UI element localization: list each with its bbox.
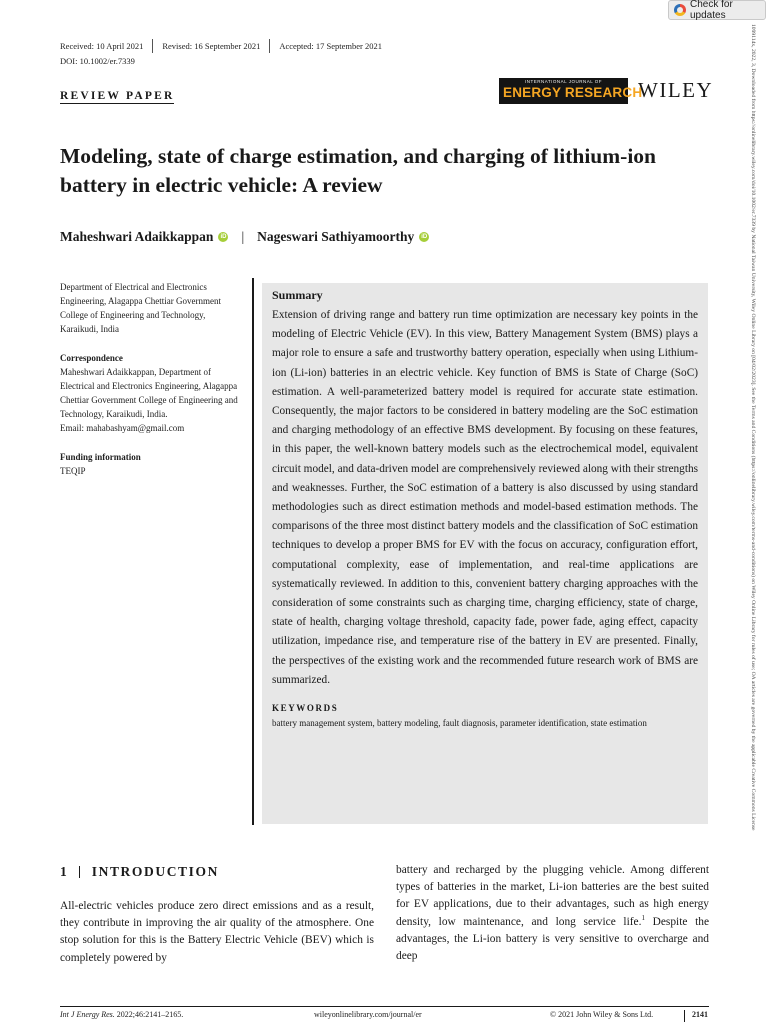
- author-name[interactable]: Maheshwari Adaikkappan: [60, 229, 214, 244]
- correspondence-heading: Correspondence: [60, 353, 123, 363]
- summary-heading: Summary: [272, 288, 323, 302]
- citation-reference[interactable]: 1: [641, 913, 645, 922]
- orcid-icon[interactable]: iD: [421, 234, 428, 240]
- footer-separator: [684, 1010, 685, 1022]
- section-heading: [60, 864, 219, 880]
- check-for-updates-label: Check for updates: [690, 0, 733, 21]
- history-divider: [269, 39, 270, 53]
- orcid-icon[interactable]: iD: [220, 234, 227, 240]
- article-title: Modeling, state of charge estimation, and charging of lithium-ion battery in electric vehicle: A review: [60, 144, 657, 197]
- funding-text: TEQIP: [60, 466, 86, 476]
- article-history: [60, 39, 382, 53]
- doi[interactable]: DOI: 10.1002/er.7339: [60, 56, 135, 66]
- history-divider: [152, 39, 153, 53]
- section-separator: [79, 866, 80, 878]
- section-title: INTRODUCTION: [91, 864, 219, 879]
- affiliation: Department of Electrical and Electronics Engineering, Alagappa Chettiar Government College of Engineering and Technology, Karaikudi, India: [60, 282, 221, 334]
- download-notice: 1099114x, 2022, 3, Downloaded from https://onlinelibrary.wiley.com/doi/10.1002/er.7339 by National Taiwan University, Wiley Online Library on [04/02/2023]. See the Terms and Conditions (https://onlinelibrary.wiley.com/terms-and-conditions) on Wiley Online Library for rules of use; OA articles are governed by the applicable Creative Commons License: [750, 24, 756, 831]
- publisher-logo[interactable]: WILEY: [638, 78, 714, 102]
- body-text: Despite the advantages, the Li-ion battery is very sensitive to overcharge and deep: [396, 915, 710, 963]
- keywords-heading: KEYWORDS: [272, 703, 339, 714]
- article-info-sidebar: [60, 280, 242, 478]
- footer-copyright: © 2021 John Wiley & Sons Ltd.: [550, 1010, 654, 1019]
- author-name[interactable]: Nageswari Sathiyamoorthy: [257, 229, 415, 244]
- footer-journal: Int J Energy Res.: [60, 1010, 115, 1019]
- correspondence-email[interactable]: Email: mahabashyam@gmail.com: [60, 423, 185, 433]
- author-list: [60, 229, 429, 245]
- column-divider: [252, 278, 254, 825]
- received-date: Received: 10 April 2021: [60, 41, 144, 51]
- funding-heading: Funding information: [60, 452, 141, 462]
- keywords-list: battery management system, battery modeling, fault diagnosis, parameter identification, state estimation: [272, 718, 647, 729]
- paper-type-label: REVIEW PAPER: [60, 90, 175, 102]
- journal-logo-name: ENERGY RESEARCH: [503, 85, 643, 100]
- check-for-updates-button[interactable]: [668, 0, 766, 20]
- footer-citation: [60, 1010, 314, 1019]
- download-notice-sidebar: [746, 24, 760, 1014]
- page-footer: [60, 1006, 709, 1022]
- correspondence-text: Maheshwari Adaikkappan, Department of Electrical and Electronics Engineering, Alagappa Chettiar Government College of Engineering and Technology, Karaikudi, India.: [60, 367, 238, 419]
- body-text: battery and recharged by the plugging vehicle. Among different types of batteries in the market, Li-ion batteries are the best suited for EV applications, due to their advantages, such as high energy density, low maintenance, and long service life.: [396, 864, 709, 928]
- footer-url[interactable]: wileyonlinelibrary.com/journal/er: [314, 1010, 422, 1019]
- footer-volume: 2022;46:2141–2165.: [114, 1010, 184, 1019]
- body-column-left: All-electric vehicles produce zero direct emissions and as a result, they contribute in improving the air quality of the atmosphere. One stop solution for this is the Battery Electric Vehicle (BEV) which is completely powered by: [60, 900, 374, 964]
- accepted-date: Accepted: 17 September 2021: [279, 41, 383, 51]
- abstract-box: [262, 283, 708, 824]
- revised-date: Revised: 16 September 2021: [162, 41, 261, 51]
- author-separator: |: [241, 229, 245, 244]
- body-column-right: [396, 862, 709, 965]
- page-number: 2141: [692, 1010, 708, 1019]
- journal-logo-subtitle: INTERNATIONAL JOURNAL OF: [524, 79, 603, 84]
- crossmark-icon: [674, 4, 686, 16]
- journal-logo[interactable]: [499, 78, 643, 104]
- summary-text: Extension of driving range and battery run time optimization are necessary key points in the modeling of Electric Vehicle (EV). In this view, Battery Management System (BMS) plays a major role to ensure a safe and trustworthy battery operation, especially when using Lithium-ion (Li-ion) batteries in an electric vehicle. Key function of BMS is State of Charge (SoC) estimation. A well-parameterized battery model is required for accurate state estimation. Consequently, the major factors to be considered in battery modeling are the SoC estimation and charging methodology of an effective BMS development. By focusing on these features, in this paper, the well-known battery models such as the electrochemical model, equivalent circuit model, and data-driven model are comprehensively reviewed along with their strengths and weaknesses. Further, the SoC estimation of a battery is also discussed by using standard methodologies such as direct estimation methods and model-based estimation methods. The comparisons of the three most distinct battery models and the classification of SoC estimation techniques to develop a proper BMS for EV with the focus on accuracy, configuration effort, computational complexity, ease of implementation, and real-time applications are systematically reviewed. In addition to this, convenient battery charging approaches with the consideration of some constraints such as charging time, charging efficiency, state of charge, state of health, charging voltage threshold, capacity fade, power fade, aging effect, capacity utilization, impedance rise, and temperature rise of the battery in EV are presented. Finally, the perspectives of the existing work and the recommended future research work of BMS are summarized.: [272, 309, 698, 686]
- section-number: 1: [60, 864, 67, 879]
